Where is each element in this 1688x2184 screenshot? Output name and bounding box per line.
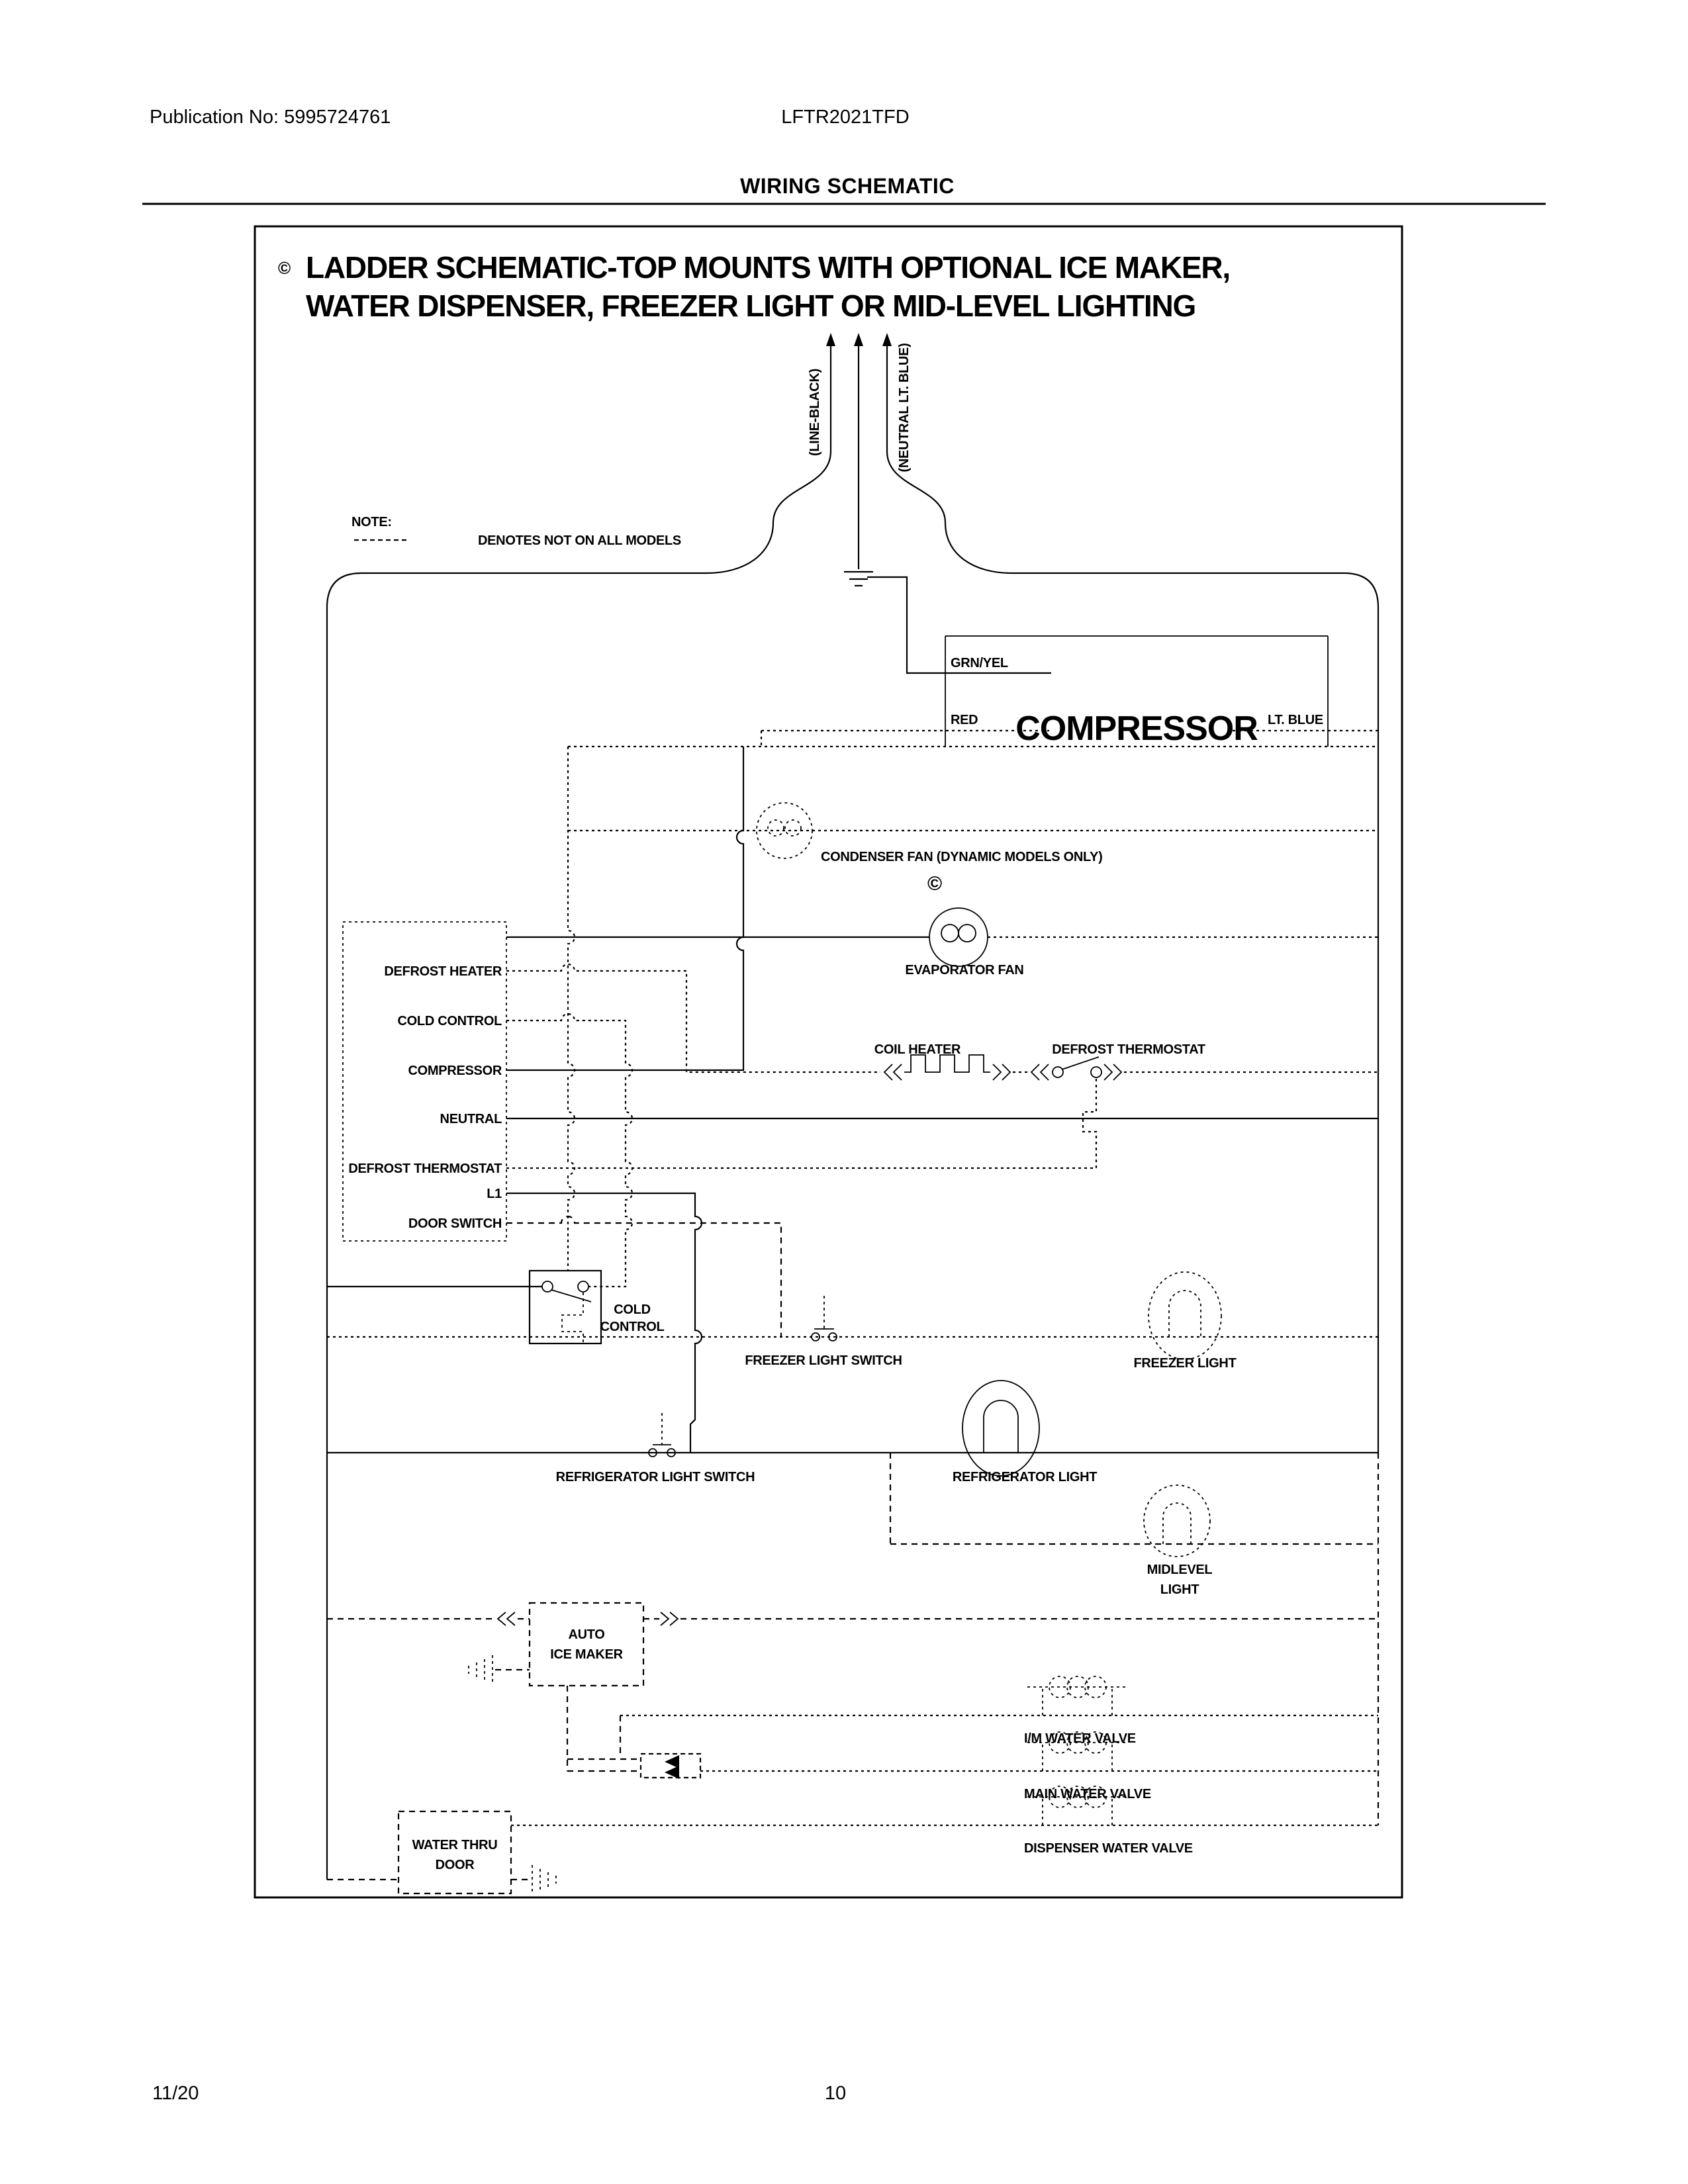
thermostat-step-wire (1083, 1079, 1096, 1168)
lt-blue-label: LT. BLUE (1268, 713, 1323, 727)
motor-coil-icon (768, 820, 784, 836)
connector-arrow-icon (665, 1755, 679, 1768)
switch-terminal-icon (542, 1281, 553, 1292)
condenser-fan-label: CONDENSER FAN (DYNAMIC MODELS ONLY) (821, 850, 1103, 864)
im-water-valve-label: I/M WATER VALVE (1024, 1731, 1136, 1746)
connector-chevron-icon (1031, 1064, 1049, 1080)
publication-number: Publication No: 5995724761 (150, 107, 391, 128)
cold-control-wire (506, 1014, 632, 1287)
terminal-board (343, 922, 506, 1241)
line-wire-label: (LINE-BLACK) (808, 369, 822, 456)
ice-maker-ground-icon (469, 1655, 530, 1684)
terminal-compressor: COMPRESSOR (408, 1064, 502, 1078)
refrigerator-light-circuit (327, 1381, 1378, 1484)
terminal-l1: L1 (487, 1187, 502, 1201)
note-text: DENOTES NOT ON ALL MODELS (478, 533, 681, 548)
bulb-filament-icon (984, 1400, 1018, 1453)
evaporator-fan (506, 908, 1378, 978)
diagram-title-line2: WATER DISPENSER, FREEZER LIGHT OR MID-LEVEL LIGHTING (306, 289, 1196, 323)
connector-chevron-icon (884, 1064, 902, 1080)
water-valves (511, 1676, 1378, 1856)
bulb-filament-icon (1163, 1503, 1191, 1544)
connector-chevron-icon (1104, 1064, 1121, 1080)
bulb-filament-icon (1169, 1291, 1201, 1337)
freezer-light-switch-label: FREEZER LIGHT SWITCH (745, 1353, 902, 1368)
diagram-title-line1: LADDER SCHEMATIC-TOP MOUNTS WITH OPTIONAL ICE MAKER, (306, 250, 1230, 285)
supply-wires (327, 333, 1378, 1880)
terminal-neutral: NEUTRAL (440, 1112, 502, 1126)
water-thru-door-label-line1: WATER THRU (412, 1838, 498, 1852)
coil-heater-label: COIL HEATER (874, 1042, 961, 1057)
section-title: WIRING SCHEMATIC (740, 174, 955, 198)
footer-page-number: 10 (824, 2083, 847, 2104)
motor-coil-icon (785, 820, 801, 836)
refrigerator-light-label: REFRIGERATOR LIGHT (952, 1470, 1098, 1484)
motor-coil-icon (941, 925, 959, 942)
footer-date: 11/20 (152, 2083, 199, 2104)
terminal-cold-control: COLD CONTROL (397, 1014, 502, 1028)
motor-coil-icon (959, 925, 976, 942)
midlevel-light-bulb-icon (1144, 1485, 1210, 1557)
auto-ice-maker-label-line1: AUTO (568, 1627, 605, 1642)
im-valve-solenoid-icon (1027, 1676, 1127, 1715)
coil-heater (874, 1042, 1030, 1080)
evaporator-fan-motor-icon (929, 908, 988, 966)
door-switch-wire (506, 1216, 781, 1337)
terminal-defrost-heater: DEFROST HEATER (384, 964, 502, 979)
water-thru-door-label-line2: DOOR (435, 1858, 475, 1872)
vertical-feed-wire (568, 747, 575, 1271)
title-bullet-icon: © (278, 258, 291, 278)
water-thru-door-box (399, 1811, 511, 1893)
dispenser-water-valve-label: DISPENSER WATER VALVE (1024, 1841, 1193, 1856)
neutral-wire-label: (NEUTRAL LT. BLUE) (897, 343, 912, 473)
page-header (142, 107, 1546, 204)
condenser-fan (568, 803, 1378, 895)
page-footer (152, 2083, 846, 2104)
diagram-title (278, 250, 1230, 323)
connector-chevron-icon (661, 1612, 678, 1625)
water-door-ground-icon (511, 1865, 556, 1894)
defrost-heater-wire (506, 964, 880, 1072)
switch-terminal-icon (1053, 1067, 1063, 1077)
cold-control-box (530, 1271, 601, 1343)
auto-ice-maker (327, 1603, 1378, 1771)
midlevel-light-label-line1: MIDLEVEL (1147, 1563, 1213, 1577)
cold-control-label-line1: COLD (614, 1302, 651, 1317)
neutral-wire (887, 343, 1378, 1453)
water-thru-door (327, 1811, 556, 1894)
freezer-light-bulb-icon (1149, 1272, 1221, 1359)
refrigerator-light-bulb-icon (962, 1381, 1039, 1476)
bellows-icon (562, 1293, 583, 1342)
switch-terminal-icon (1091, 1067, 1102, 1077)
compressor-label: COMPRESSOR (1015, 709, 1258, 748)
condenser-fan-mark-icon: © (927, 873, 943, 895)
freezer-light-label: FREEZER LIGHT (1133, 1356, 1237, 1371)
evaporator-fan-label: EVAPORATOR FAN (905, 963, 1024, 978)
note-legend (352, 515, 681, 548)
defrost-thermostat-label: DEFROST THERMOSTAT (1052, 1042, 1205, 1057)
main-water-valve-label: MAIN WATER VALVE (1024, 1787, 1151, 1801)
cold-control (327, 1271, 664, 1343)
auto-ice-maker-box (530, 1603, 643, 1686)
auto-ice-maker-label-line2: ICE MAKER (550, 1647, 623, 1662)
diagram-border (255, 226, 1402, 1897)
heater-resistor-icon (904, 1055, 990, 1072)
cold-control-label-line2: CONTROL (600, 1320, 665, 1334)
refrigerator-light-switch-label: REFRIGERATOR LIGHT SWITCH (555, 1470, 755, 1484)
compressor-block (568, 577, 1378, 748)
terminal-door-switch: DOOR SWITCH (408, 1216, 502, 1231)
note-label: NOTE: (352, 515, 392, 529)
switch-terminal-icon (578, 1281, 588, 1292)
red-label: RED (951, 713, 978, 727)
model-number: LFTR2021TFD (781, 107, 910, 128)
midlevel-light-label-line2: LIGHT (1160, 1582, 1199, 1597)
ground-symbol-icon (844, 572, 873, 586)
connector-chevron-icon (498, 1612, 515, 1625)
grn-yel-label: GRN/YEL (951, 656, 1008, 670)
connector-chevron-icon (993, 1064, 1010, 1080)
terminal-defrost-thermostat: DEFROST THERMOSTAT (348, 1161, 502, 1176)
defrost-thermostat (1031, 1042, 1378, 1168)
